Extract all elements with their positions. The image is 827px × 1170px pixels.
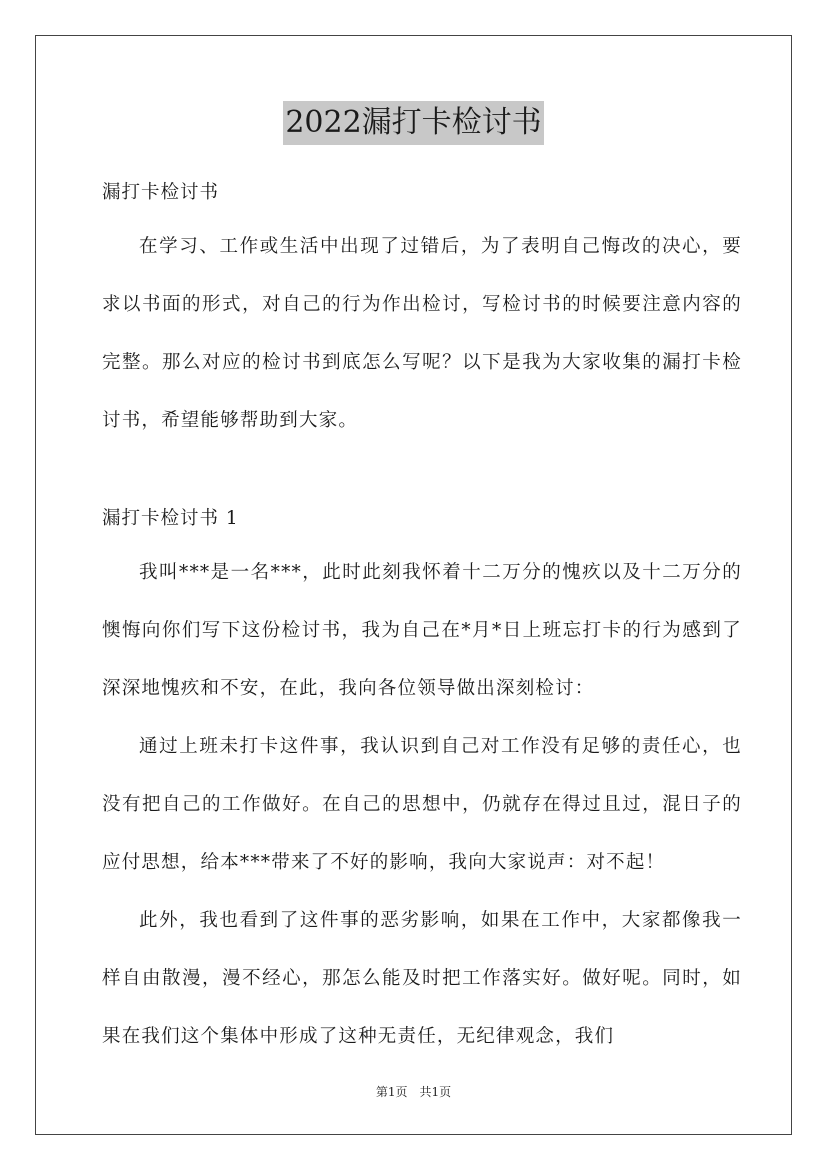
intro-paragraph: 在学习、工作或生活中出现了过错后，为了表明自己悔改的决心，要求以书面的形式，对自己的行为作出检讨，写检讨书的时候要注意内容的完整。那么对应的检讨书到底怎么写呢？以下是我为大家收集的漏打卡检讨书，希望能够帮助到大家。 bbox=[102, 236, 742, 431]
section1-paragraph: 此外，我也看到了这件事的恶劣影响，如果在工作中，大家都像我一样自由散漫，漫不经心，那怎么能及时把工作落实好。做好呢。同时，如果在我们这个集体中形成了这种无责任，无纪律观念，我们 bbox=[102, 910, 742, 1047]
document-title-text: 2022漏打卡检讨书 bbox=[283, 101, 543, 145]
section1-paragraph: 我叫***是一名***，此时此刻我怀着十二万分的愧疚以及十二万分的懊悔向你们写下这份检讨书，我为自己在*月*日上班忘打卡的行为感到了深深地愧疚和不安，在此，我向各位领导做出深刻检讨： bbox=[102, 562, 742, 699]
page-footer: 第1页 共1页 bbox=[375, 1085, 452, 1099]
intro-heading: 漏打卡检讨书 bbox=[102, 182, 220, 203]
intro-section bbox=[102, 218, 742, 450]
document-title bbox=[0, 101, 827, 145]
section1-body bbox=[102, 544, 742, 1066]
section1-heading: 漏打卡检讨书 1 bbox=[102, 508, 239, 529]
section1-paragraph: 通过上班未打卡这件事，我认识到自己对工作没有足够的责任心，也没有把自己的工作做好。在自己的思想中，仍就存在得过且过，混日子的应付思想，给本***带来了不好的影响，我向大家说声：对不起！ bbox=[102, 736, 742, 873]
